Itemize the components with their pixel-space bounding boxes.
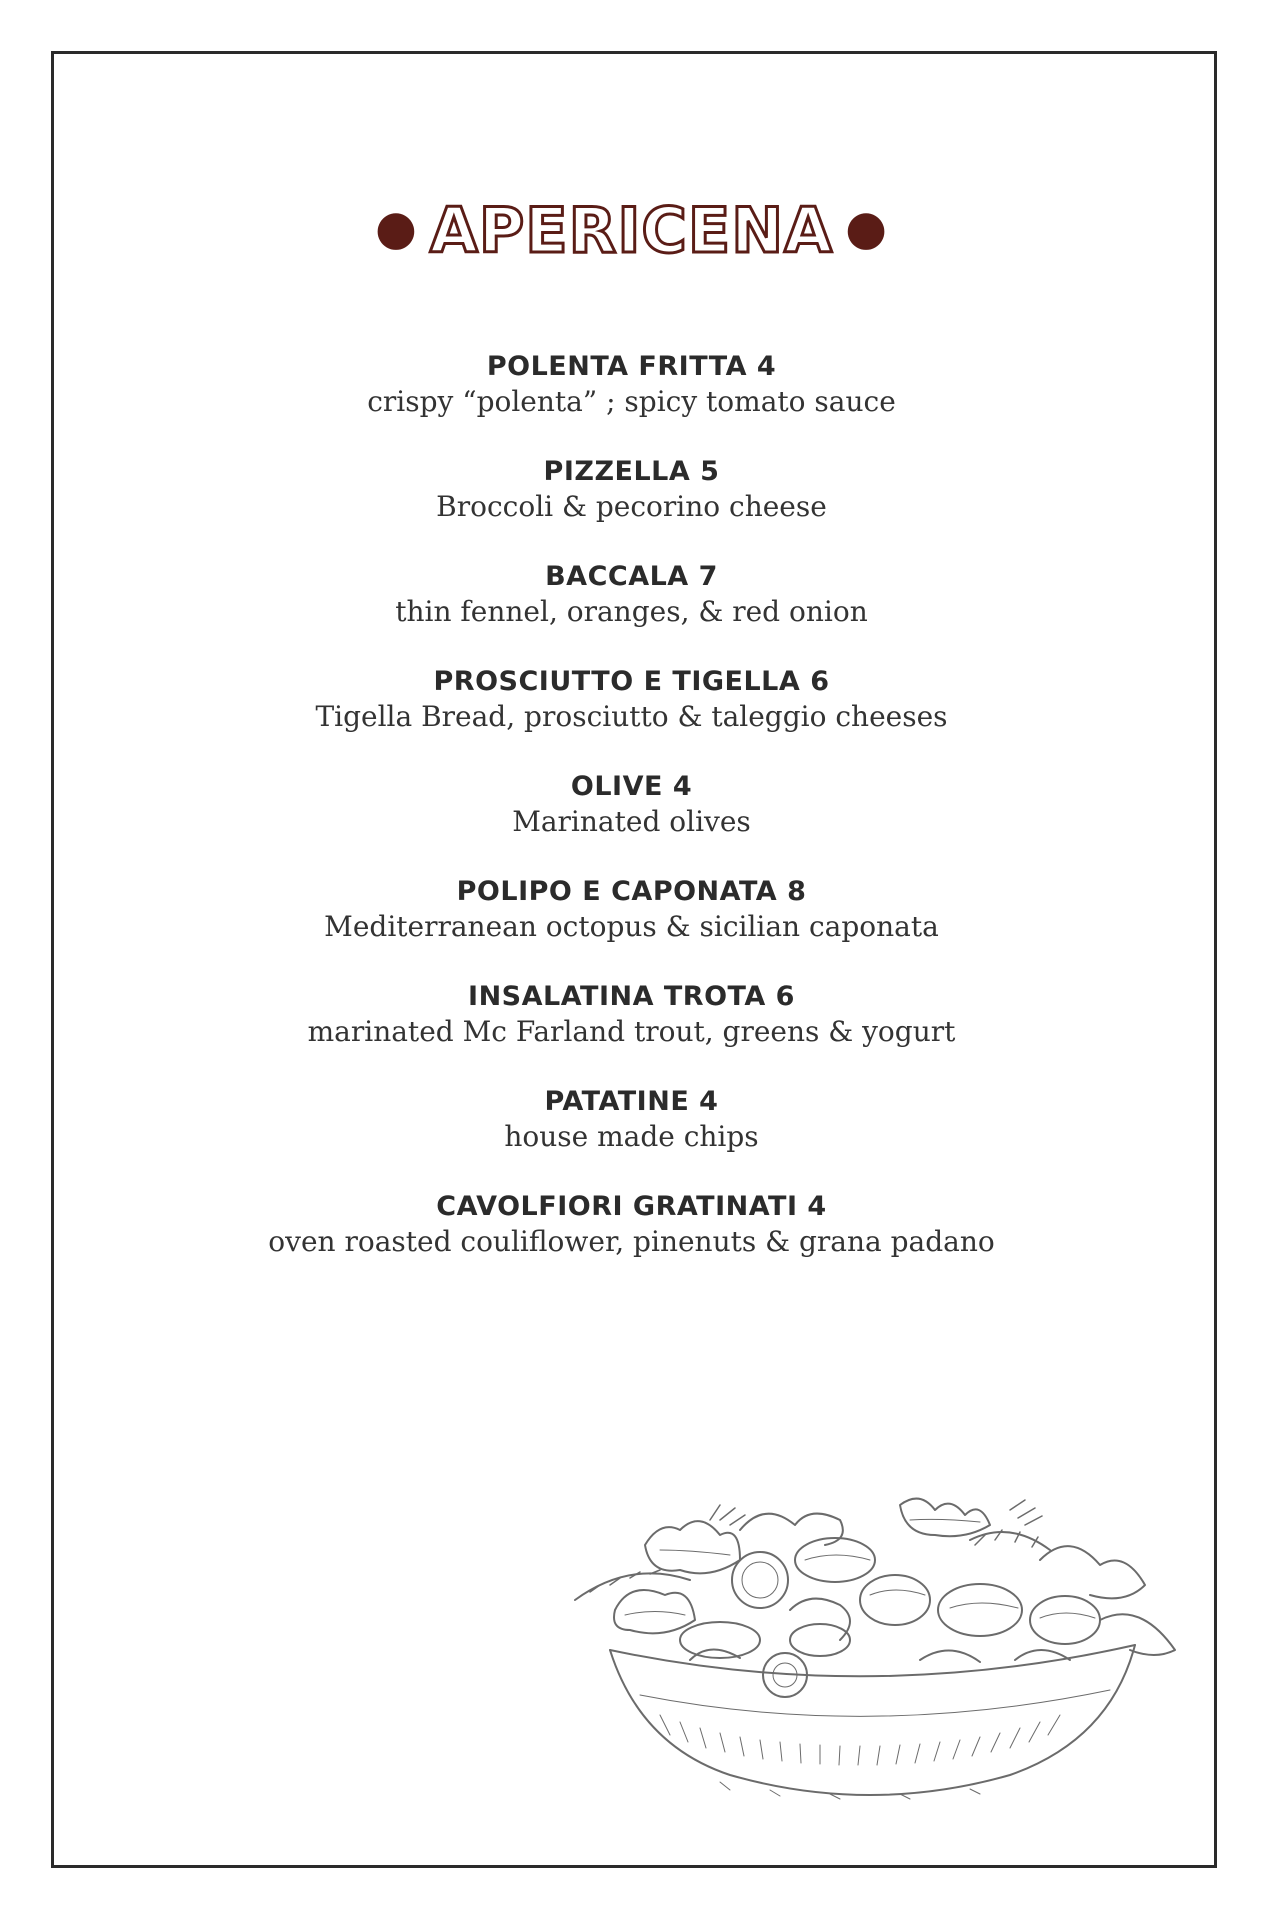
menu-item [0,560,1263,665]
menu-item [0,1085,1263,1190]
menu-item-name: POLIPO E CAPONATA 8 [456,876,807,907]
menu-item-description: Mediterranean octopus & sicilian caponata [324,910,939,943]
menu-item [0,350,1263,455]
menu-item-name: POLENTA FRITTA 4 [486,351,777,382]
menu-item-name: INSALATINA TROTA 6 [468,981,795,1012]
menu-title [0,194,1263,267]
menu-item [0,980,1263,1085]
title-bullet-left: ● [374,200,418,256]
menu-item [0,770,1263,875]
menu-item-description: Marinated olives [512,805,751,838]
menu-item-name: CAVOLFIORI GRATINATI 4 [436,1191,827,1222]
title-bullet-right: ● [845,200,889,256]
menu-item-name: PROSCIUTTO E TIGELLA 6 [433,666,830,697]
menu-item [0,875,1263,980]
menu-item-description: Tigella Bread, prosciutto & taleggio cheeses [315,700,948,733]
menu-item-description: oven roasted couliflower, pinenuts & grana padano [268,1225,995,1258]
menu-item-name: PIZZELLA 5 [543,456,720,487]
menu-items-list [0,350,1263,1295]
menu-item [0,665,1263,770]
salad-bowl-illustration [570,1490,1180,1810]
menu-item [0,455,1263,560]
menu-item-description: house made chips [504,1120,759,1153]
menu-item-description: thin fennel, oranges, & red onion [395,595,868,628]
menu-item-description: crispy “polenta” ; spicy tomato sauce [367,385,896,418]
menu-item [0,1190,1263,1295]
menu-title-text: APERICENA [429,194,834,267]
menu-item-name: BACCALA 7 [545,561,718,592]
menu-item-name: PATATINE 4 [544,1086,719,1117]
menu-item-name: OLIVE 4 [570,771,693,802]
menu-item-description: Broccoli & pecorino cheese [436,490,827,523]
menu-item-description: marinated Mc Farland trout, greens & yogurt [307,1015,956,1048]
